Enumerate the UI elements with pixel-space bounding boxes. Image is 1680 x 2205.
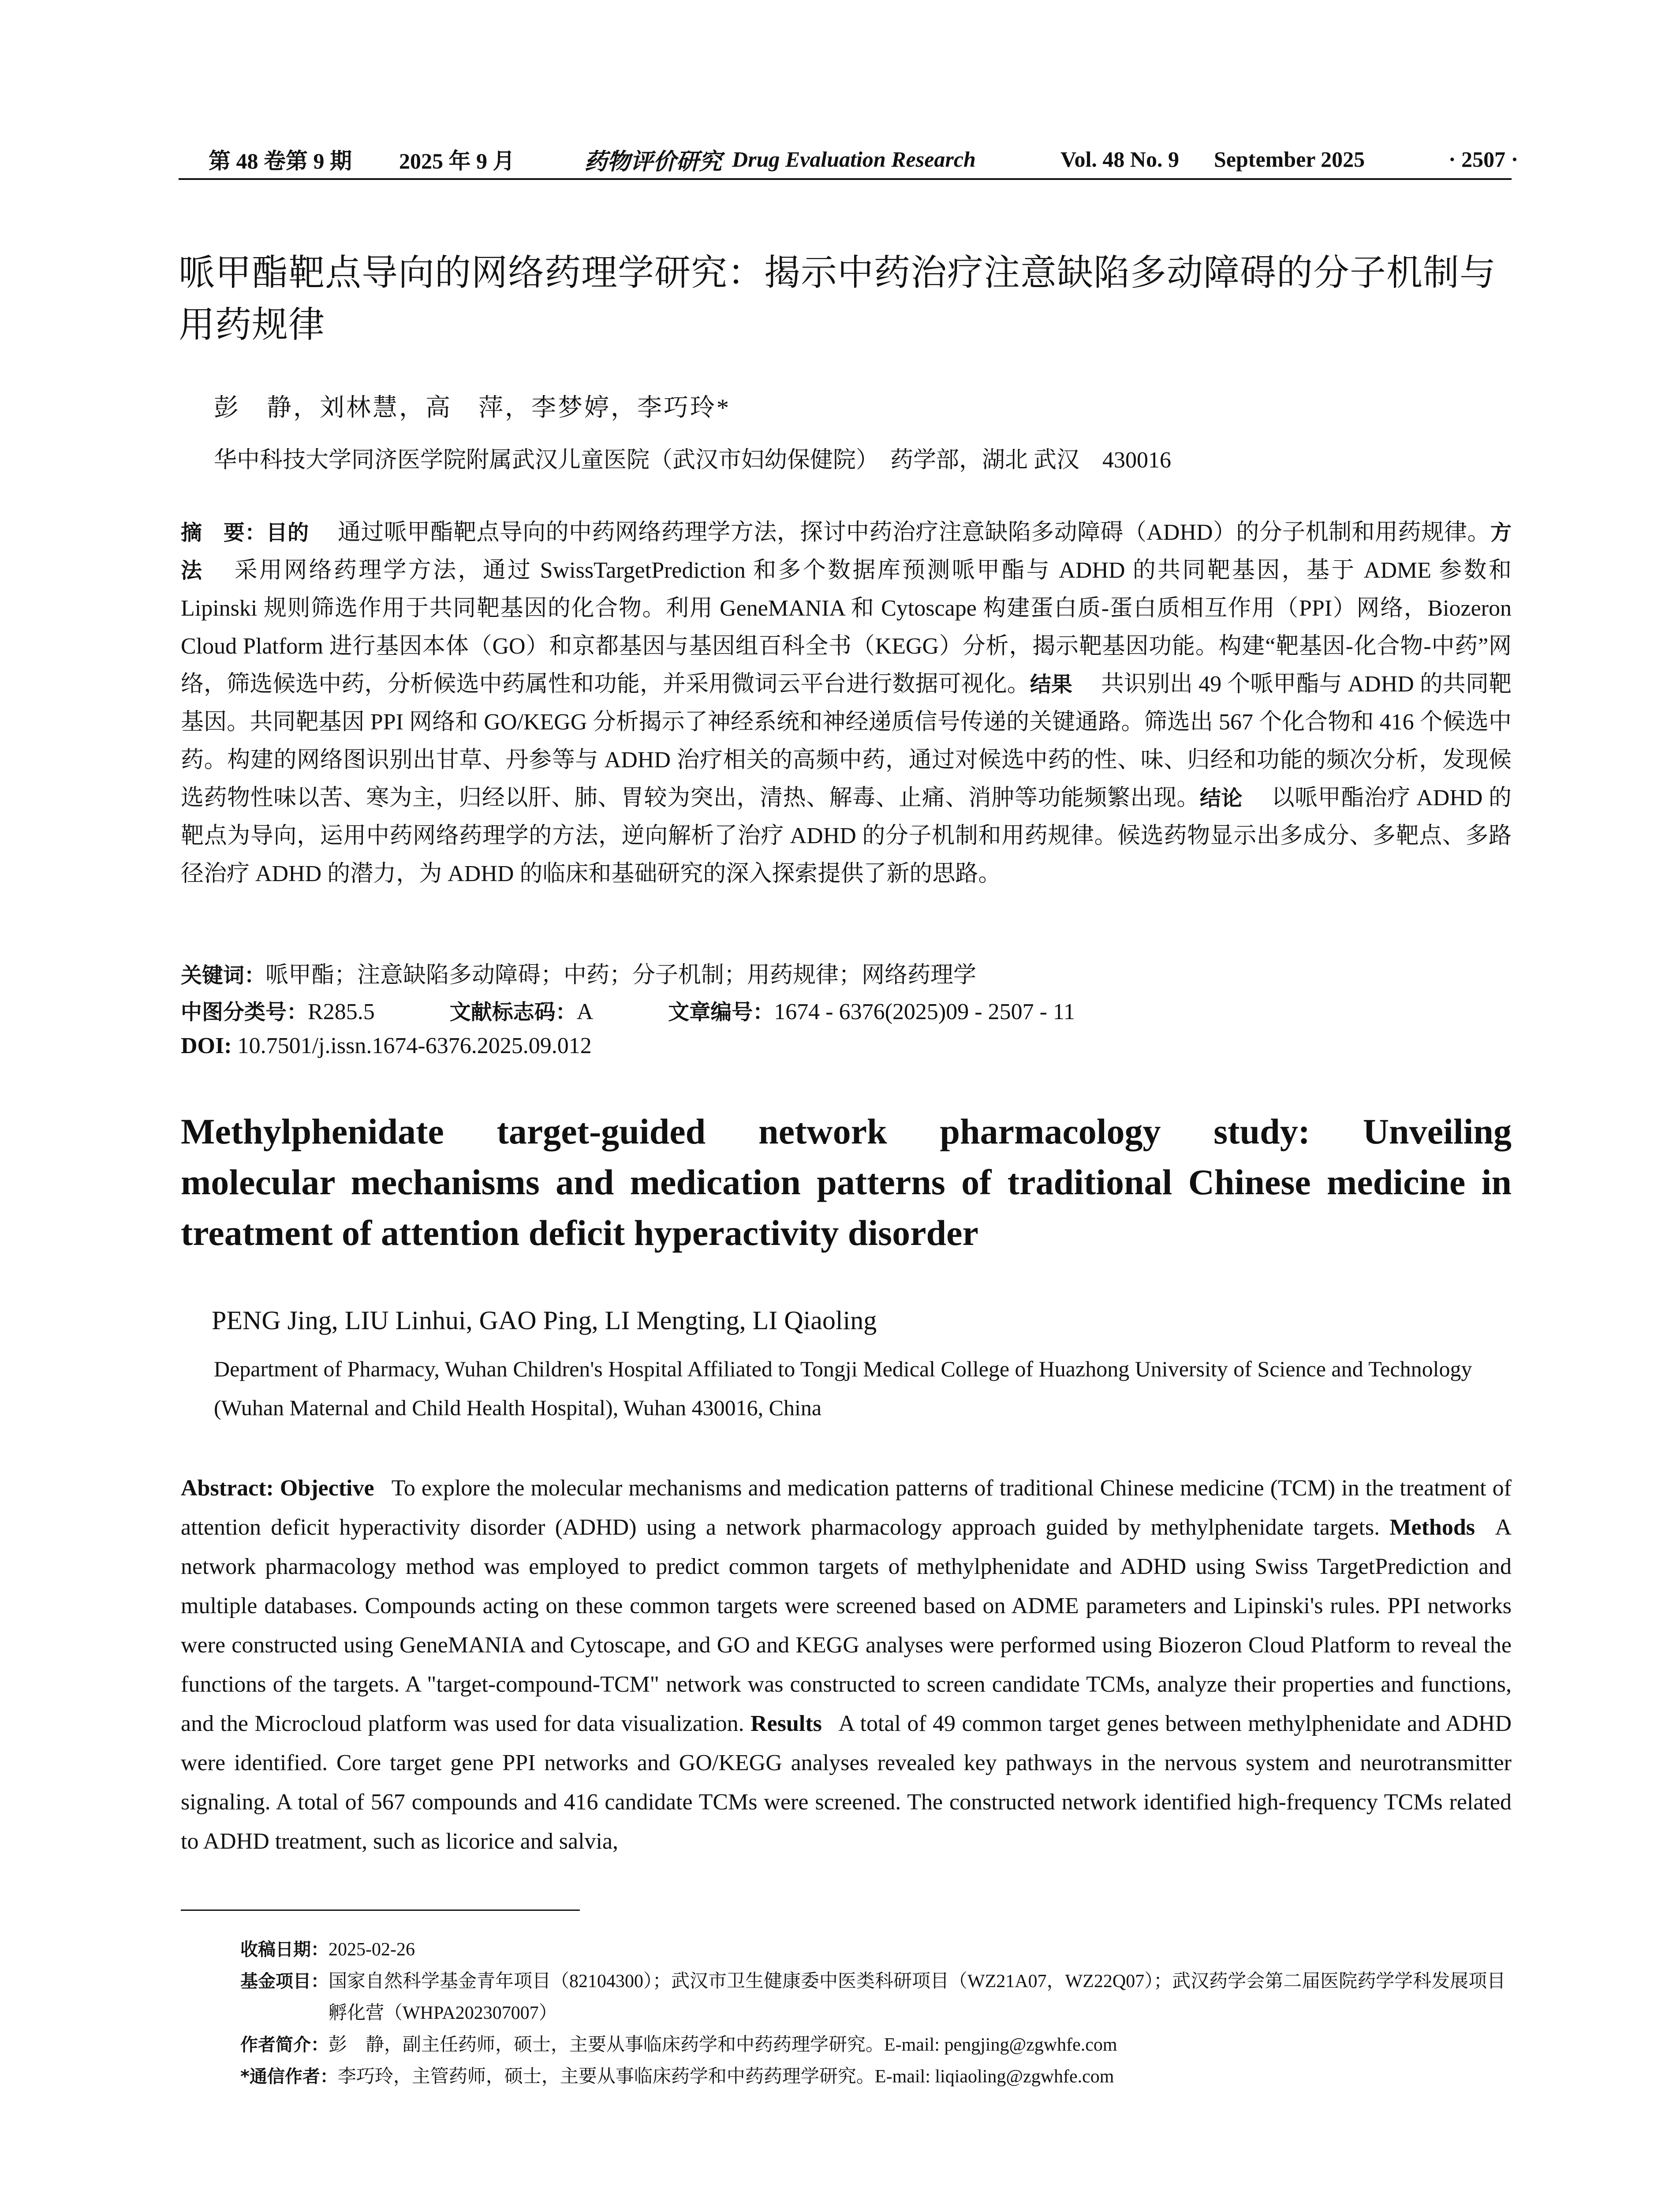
doi-label: DOI: <box>181 1033 232 1058</box>
methods-text-cn: 采用网络药理学方法，通过 SwissTargetPrediction 和多个数据库预测哌甲酯与 ADHD 的共同靶基因，基于 ADME 参数和 Lipinski 规则筛选作用于共同靶基因的化合物。利用 GeneMANIA 和 Cytoscape 构建蛋白质-蛋白质相互作用（PPI）网络，Biozeron Cloud Platform 进行基因本体（GO）和京都基因与基因组百科全书（KEGG）分析，揭示靶基因功能。构建“靶基因-化合物-中药”网络，筛选候选中药，分析候选中药属性和功能，并采用微词云平台进行数据可视化。 <box>181 558 1512 697</box>
header-journal-en: Drug Evaluation Research <box>732 147 976 172</box>
title-en <box>181 1106 1512 1258</box>
running-header <box>179 140 1519 180</box>
footnote-received <box>240 1934 1512 1966</box>
abstract-en-label: Abstract: Objective <box>181 1476 374 1501</box>
received-date: 2025-02-26 <box>329 1940 415 1960</box>
author-bio-text: 彭 静，副主任药师，硕士，主要从事临床药学和中药药理学研究。E-mail: pengjing@zgwhfe.com <box>329 2035 1117 2055</box>
header-volume-en: Vol. 48 No. 9 <box>1060 147 1180 172</box>
fund-text: 国家自然科学基金青年项目（82104300）；武汉市卫生健康委中医类科研项目（WZ21A07，WZ22Q07）；武汉药学会第二届医院药学学科发展项目孵化营（WHPA202307007） <box>329 1971 1506 2023</box>
footnote-divider <box>181 1910 580 1911</box>
objective-text-cn: 通过哌甲酯靶点导向的中药网络药理学方法，探讨中药治疗注意缺陷多动障碍（ADHD）的分子机制和用药规律。 <box>337 520 1490 545</box>
abstract-en <box>181 1469 1512 1861</box>
article-number-label: 文章编号： <box>668 1000 774 1024</box>
received-label: 收稿日期： <box>240 1940 329 1960</box>
results-label-en: Results <box>750 1711 822 1736</box>
methods-label-cn: 方法 <box>181 520 1512 583</box>
abstract-cn <box>181 514 1512 893</box>
footnote-author <box>240 2029 1512 2061</box>
fund-label: 基金项目： <box>240 1971 329 1992</box>
header-date-en: September 2025 <box>1214 147 1365 172</box>
methods-label-en: Methods <box>1389 1515 1475 1540</box>
authors-en: PENG Jing, LIU Linhui, GAO Ping, LI Mengting, LI Qiaoling <box>212 1306 877 1335</box>
methods-text-en: A network pharmacology method was employed to predict common targets of methylphenidate and ADHD using Swiss TargetPrediction and multiple databases. Compounds acting on these common targets were screened based on ADME parameters and Lipinski's rules. PPI networks were constructed using GeneMANIA and Cytoscape, and GO and KEGG analyses were performed using Biozeron Cloud Platform to reveal the functions of the targets. A "target-compound-TCM" network was constructed to screen candidate TCMs, analyze their properties and functions, and the Microcloud platform was used for data visualization. <box>181 1515 1512 1736</box>
doi-line <box>181 1033 592 1059</box>
authors-cn: 彭 静，刘林慧，高 萍，李梦婷，李巧玲* <box>214 394 731 422</box>
objective-label-cn: 目的 <box>266 520 309 545</box>
footnote-fund <box>240 1966 1512 2029</box>
results-text-cn: 共识别出 49 个哌甲酯与 ADHD 的共同靶基因。共同靶基因 PPI 网络和 GO/KEGG 分析揭示了神经系统和神经递质信号传递的关键通路。筛选出 567 个化合物和 416 个候选中药。构建的网络图识别出甘草、丹参等与 ADHD 治疗相关的高频中药，通过对候选中药的性、味、归经和功能的频次分析，发现候选药物性味以苦、寒为主，归经以肝、肺、胃较为突出，清热、解毒、止痛、消肿等功能频繁出现。 <box>181 672 1512 811</box>
abstract-cn-label: 摘 要： <box>181 520 266 545</box>
title-cn: 哌甲酯靶点导向的网络药理学研究：揭示中药治疗注意缺陷多动障碍的分子机制与用药规律 <box>179 252 1497 346</box>
clc-label: 中图分类号： <box>181 1000 308 1024</box>
footnote-corresponding <box>240 2061 1512 2093</box>
affiliation-cn: 华中科技大学同济医学院附属武汉儿童医院（武汉市妇幼保健院） 药学部，湖北 武汉 430016 <box>214 448 1172 473</box>
keywords-text: 哌甲酯；注意缺陷多动障碍；中药；分子机制；用药规律；网络药理学 <box>265 963 977 988</box>
keywords-label: 关键词： <box>181 963 266 988</box>
results-label-cn: 结果 <box>1030 672 1072 697</box>
corresponding-label: *通信作者： <box>240 2067 338 2087</box>
header-date-cn: 2025 年 9 月 <box>399 149 515 173</box>
doc-code-label: 文献标志码： <box>449 1000 577 1024</box>
affiliation-en: Department of Pharmacy, Wuhan Children's Hospital Affiliated to Tongji Medical College of Huazhong University of Science and Technology (Wuhan Maternal and Child Health Hospital), Wuhan 430016, China <box>214 1357 1472 1420</box>
objective-text-en: To explore the molecular mechanisms and medication patterns of traditional Chinese medicine (TCM) in the treatment of attention deficit hyperactivity disorder (ADHD) using a network pharmacology approach guided by methylphenidate targets. <box>181 1476 1512 1540</box>
clc-value: R285.5 <box>308 999 375 1024</box>
title-en-line1: Methylphenidate target-guided network pharmacology study: Unveiling <box>181 1111 1512 1151</box>
footnotes <box>240 1934 1512 2093</box>
article-number-value: 1674 - 6376(2025)09 - 2507 - 11 <box>774 999 1075 1024</box>
title-en-rest: molecular mechanisms and medication patterns of traditional Chinese medicine in treatment of attention deficit hyperactivity disorder <box>181 1162 1512 1253</box>
header-volume-cn: 第 48 卷第 9 期 <box>209 149 352 173</box>
author-bio-label: 作者简介： <box>240 2035 329 2055</box>
doc-code-value: A <box>576 999 594 1024</box>
conclusion-label-cn: 结论 <box>1200 786 1243 811</box>
keywords-cn <box>181 956 976 989</box>
classification-line <box>181 995 1075 1025</box>
header-journal-cn: 药物评价研究 <box>584 148 722 175</box>
doi-value: 10.7501/j.issn.1674-6376.2025.09.012 <box>237 1033 592 1058</box>
conclusion-text-cn: 以哌甲酯治疗 ADHD 的靶点为导向，运用中药网络药理学的方法，逆向解析了治疗 ADHD 的分子机制和用药规律。候选药物显示出多成分、多靶点、多路径治疗 ADHD 的潜力，为 ADHD 的临床和基础研究的深入探索提供了新的思路。 <box>181 785 1512 886</box>
header-page-number: · 2507 · <box>1449 147 1519 172</box>
corresponding-text: 李巧玲，主管药师，硕士，主要从事临床药学和中药药理学研究。E-mail: liqiaoling@zgwhfe.com <box>337 2067 1114 2087</box>
results-text-en: A total of 49 common target genes between methylphenidate and ADHD were identified. Core target gene PPI networks and GO/KEGG analyses revealed key pathways in the nervous system and neurotransmitter signaling. A total of 567 compounds and 416 candidate TCMs were screened. The constructed network identified high-frequency TCMs related to ADHD treatment, such as licorice and salvia, <box>181 1711 1512 1854</box>
